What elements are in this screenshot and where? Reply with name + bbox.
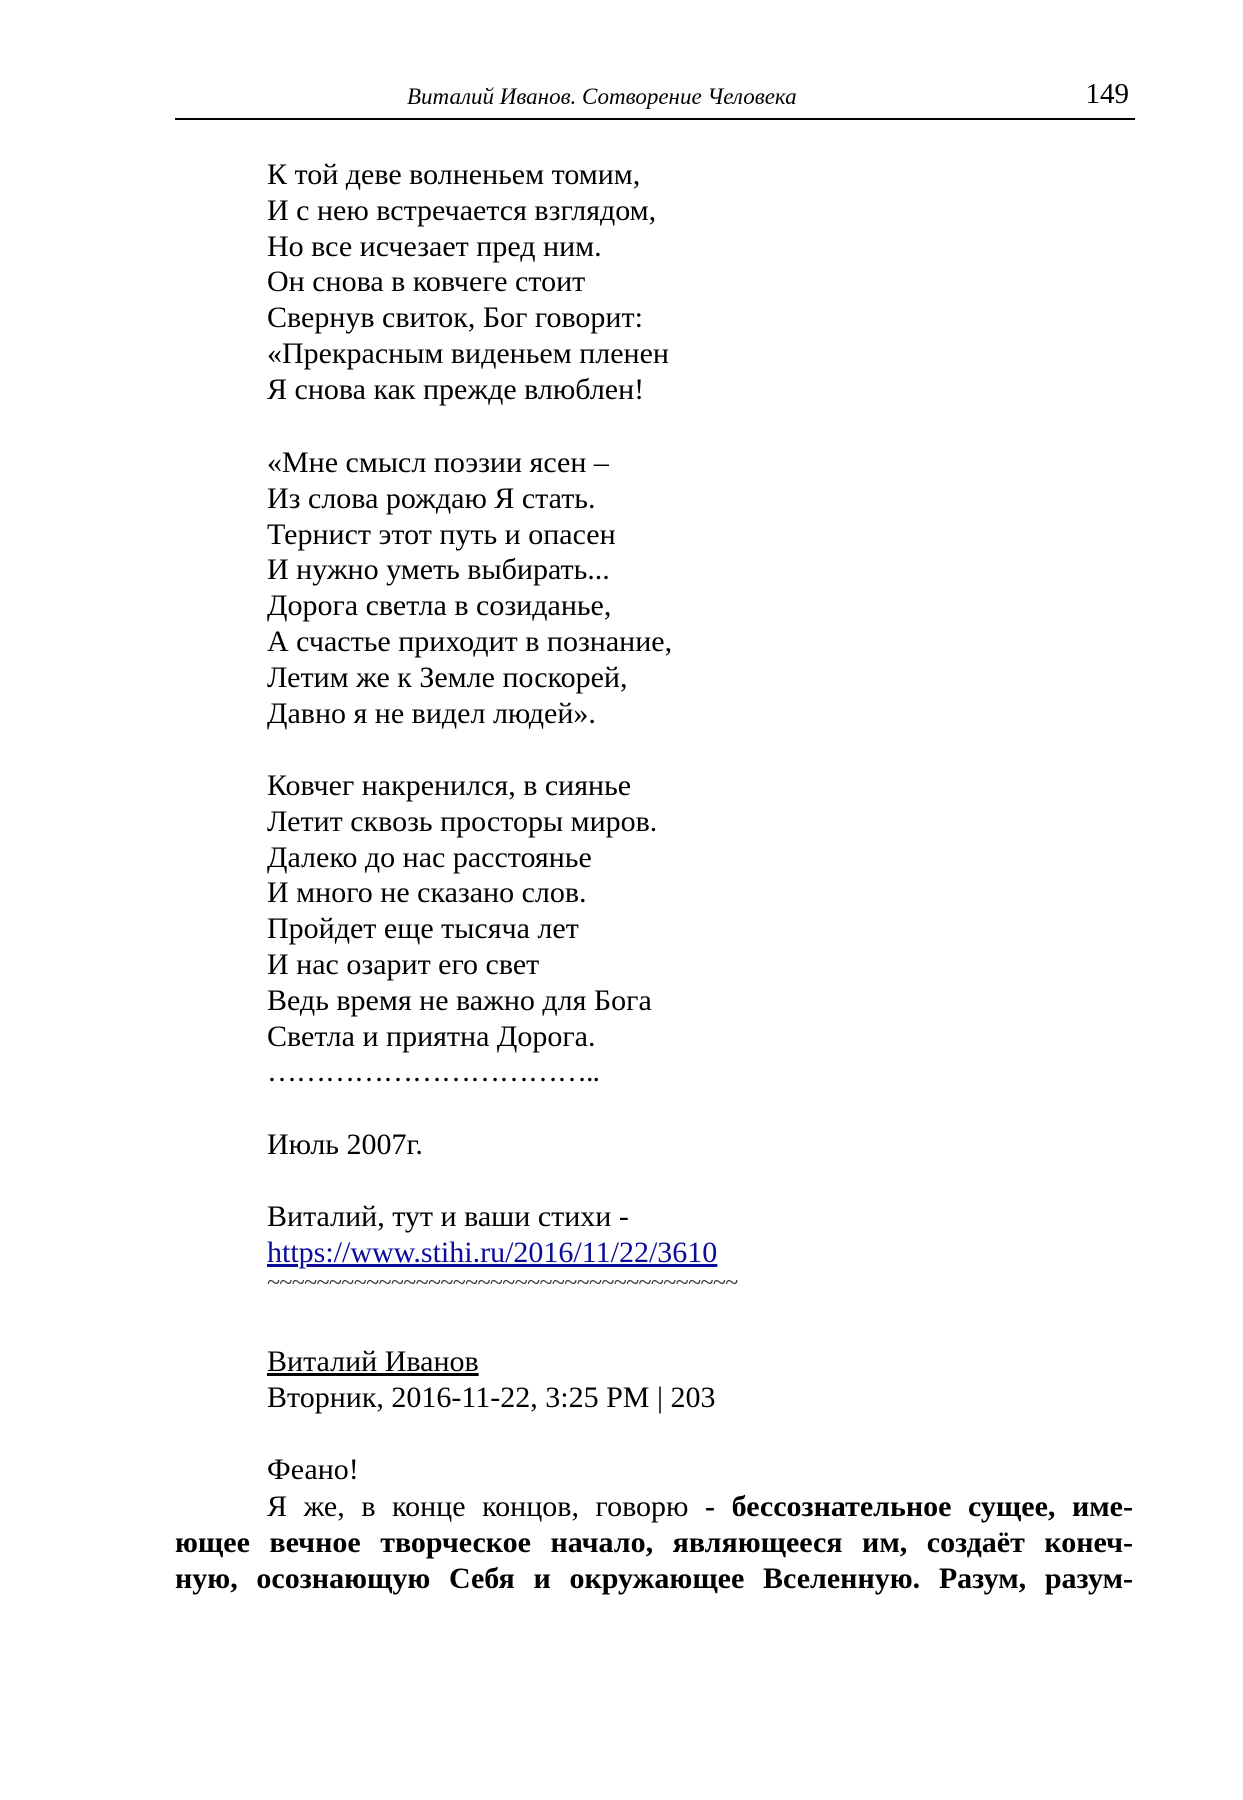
verse-line: А счастье приходит в познание, <box>267 624 673 658</box>
verse-line: И много не сказано слов. <box>267 876 587 910</box>
comment-body <box>175 1489 1133 1597</box>
prose-line-3: ную, осознающую Себя и окружающее Вселенную. Разум, разум- <box>175 1562 1133 1595</box>
verse-line: И нас озарит его свет <box>267 947 540 981</box>
verse-line: Дорога светла в созиданье, <box>267 589 612 623</box>
verse-line: Ведь время не важно для Бога <box>267 983 652 1017</box>
page-number: 149 <box>1085 78 1129 110</box>
verse-line: И с нею встречается взглядом, <box>267 193 657 227</box>
poem-date: Июль 2007г. <box>267 1128 423 1161</box>
running-title: Виталий Иванов. Сотворение Человека <box>407 84 797 109</box>
poem-stanza-1 <box>267 157 669 408</box>
comment-meta: Вторник, 2016-11-22, 3:25 PM | 203 <box>267 1381 716 1414</box>
verse-line: Ковчег накренился, в сиянье <box>267 769 632 802</box>
poem-stanza-2 <box>267 445 672 731</box>
tilde-separator: ~~~~~~~~~~~~~~~~~~~~~~~~~~~~~~~~~~~~~~ <box>267 1270 738 1296</box>
verse-line: Летит сквозь просторы миров. <box>267 804 658 838</box>
prose-normal-text: Я же, в конце концов, говорю <box>267 1490 706 1523</box>
comment-author[interactable]: Виталий Иванов <box>267 1345 479 1378</box>
verse-line: Давно я не видел людей». <box>267 696 596 730</box>
verse-line: И нужно уметь выбирать... <box>267 553 610 587</box>
verse-line: Пройдет еще тысяча лет <box>267 912 579 946</box>
verse-line: К той деве волненьем томим, <box>267 158 641 191</box>
verse-line: Светла и приятна Дорога. <box>267 1019 596 1053</box>
verse-line: Но все исчезает пред ним. <box>267 229 602 263</box>
prose-line-2: ющее вечное творческое начало, являющееся им, создаёт конеч- <box>175 1526 1133 1559</box>
verse-line: Далеко до нас расстоянье <box>267 840 592 874</box>
note-text: Виталий, тут и ваши стихи - <box>267 1200 629 1233</box>
verse-line: Летим же к Земле поскорей, <box>267 660 628 694</box>
prose-bold-text: - бессознательное сущее, име- <box>705 1490 1133 1523</box>
prose-line-1 <box>175 1489 1133 1525</box>
verse-line: Свернув свиток, Бог говорит: <box>267 301 643 335</box>
running-header <box>175 78 1135 120</box>
verse-line: Я снова как прежде влюблен! <box>267 372 645 406</box>
comment-greeting: Феано! <box>267 1453 359 1486</box>
stihi-link[interactable]: https://www.stihi.ru/2016/11/22/3610 <box>267 1236 718 1269</box>
verse-line: «Прекрасным виденьем пленен <box>267 336 669 370</box>
poem-stanza-3 <box>267 768 657 1054</box>
verse-line: Он снова в ковчеге стоит <box>267 265 586 299</box>
ellipsis-line: …………………………….. <box>267 1055 599 1088</box>
verse-line: «Мне смысл поэзии ясен – <box>267 446 609 479</box>
verse-line: Тернист этот путь и опасен <box>267 517 616 551</box>
verse-line: Из слова рождаю Я стать. <box>267 481 596 515</box>
